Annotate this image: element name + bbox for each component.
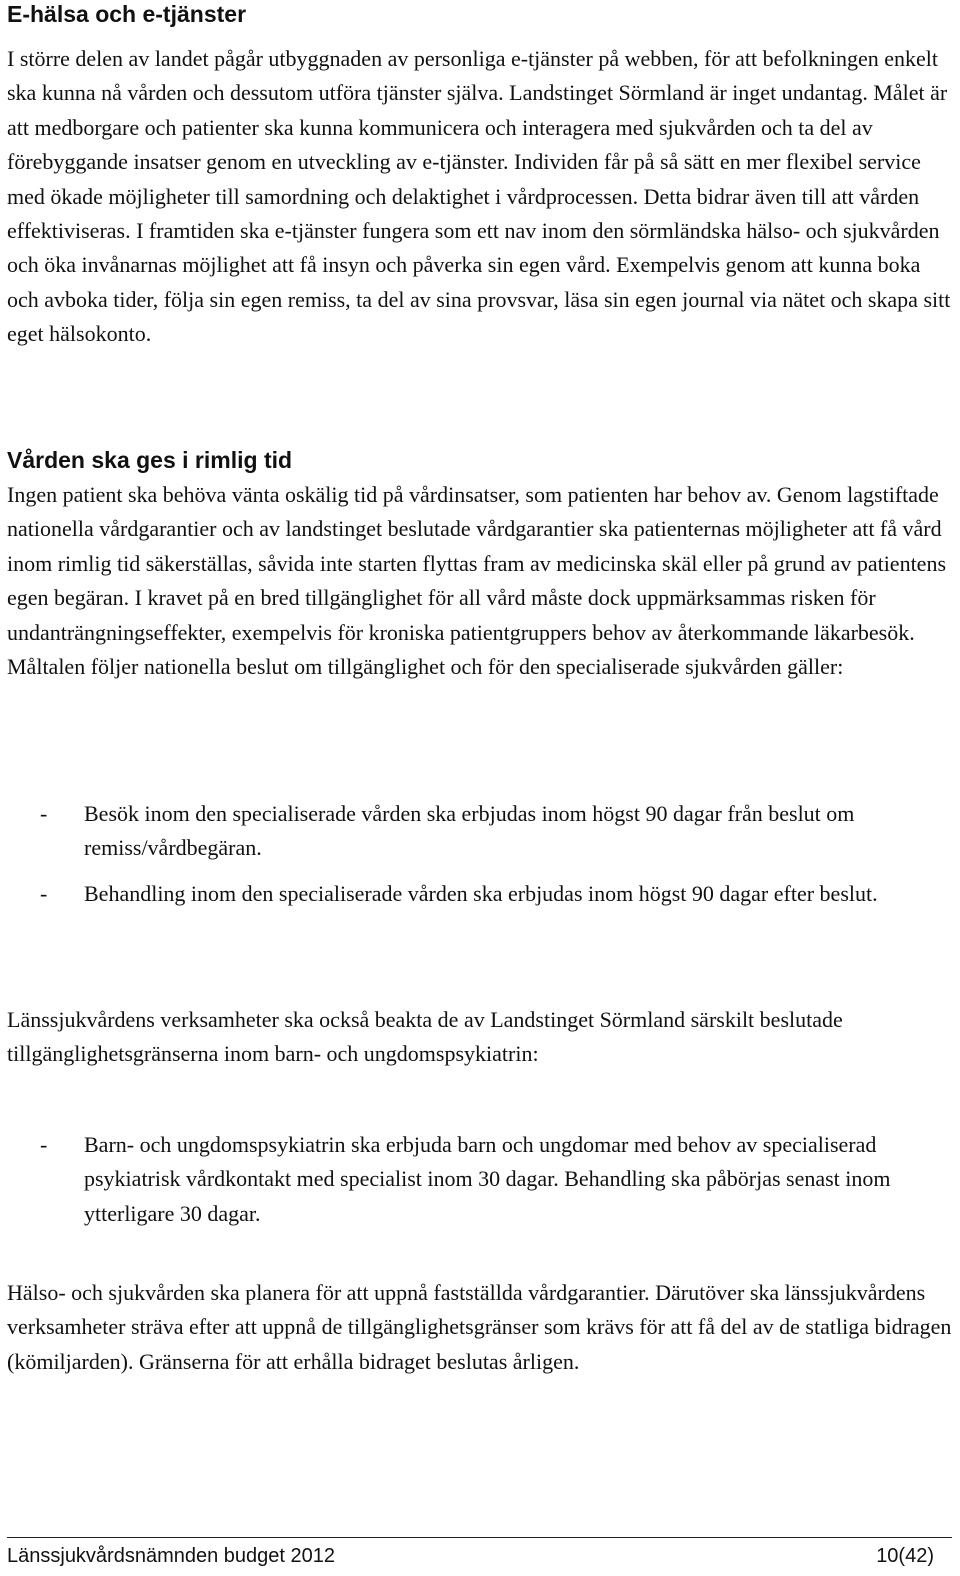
paragraph-tillganglighet: Länssjukvårdens verksamheter ska också beakta de av Landstinget Sörmland särskilt beslutade tillgänglighetsgränserna inom barn- och ungdomspsykiatrin: (7, 1007, 843, 1067)
list-item-text: Behandling inom den specialiserade vården ska erbjudas inom högst 90 dagar efter beslut. (84, 881, 878, 906)
list-dash: - (40, 881, 48, 906)
paragraph-ehalsa: I större delen av landet pågår utbyggnaden av personliga e-tjänster på webben, för att befolkningen enkelt ska kunna nå vården och dessutom utföra tjänster själva. Landstinget Sörmland är inget undantag. Målet är att medborgare och patienter ska kunna kommunicera och interagera med sjukvården och ta del av förebyggande insatser genom en utveckling av e-tjänster. Individen får på så sätt en mer flexibel service med ökade möjligheter till samordning och delaktighet i vårdprocessen. Detta bidrar även till att vården effektiviseras. I framtiden ska e-tjänster fungera som ett nav inom den sörmländska hälso- och sjukvården och öka invånarnas möjlighet att få insyn och påverka sin egen vård. Exempelvis genom att kunna boka och avboka tider, följa sin egen remiss, ta del av sina provsvar, läsa sin egen journal via nätet och skapa sitt eget hälsokonto. (7, 46, 951, 347)
section-heading-ehalsa: E-hälsa och e-tjänster (7, 1, 247, 27)
paragraph-vardgarantier: Hälso- och sjukvården ska planera för att uppnå fastställda vårdgarantier. Därutöver ska länssjukvårdens verksamheter sträva efter att uppnå de tillgänglighetsgränser som krävs för att få del av de statliga bidragen (kömiljarden). Gränserna för att erhålla bidraget beslutas årligen. (7, 1280, 952, 1374)
footer-divider (7, 1537, 952, 1538)
list-item-text: Besök inom den specialiserade vården ska erbjudas inom högst 90 dagar från beslut om remiss/vårdbegäran. (84, 801, 855, 861)
list-item-text: Barn- och ungdomspsykiatrin ska erbjuda barn och ungdomar med behov av specialiserad psykiatrisk vårdkontakt med specialist inom 30 dagar. Behandling ska påbörjas senast inom ytterligare 30 dagar. (84, 1132, 891, 1226)
page-number: 10(42) (876, 1545, 934, 1567)
paragraph-rimlig-tid: Ingen patient ska behöva vänta oskälig tid på vårdinsatser, som patienten har behov av. Genom lagstiftade nationella vårdgarantier och av landstinget beslutade vårdgarantier ska patienternas möjligheter att få vård inom rimlig tid säkerställas, såvida inte starten flyttas fram av medicinska skäl eller på grund av patientens egen begäran. I kravet på en bred tillgänglighet för all vård måste dock uppmärksammas risken för undanträngningseffekter, exempelvis för kroniska patientgruppers behov av återkommande läkarbesök. Måltalen följer nationella beslut om tillgänglighet och för den specialiserade sjukvården gäller: (7, 482, 947, 680)
section-heading-rimlig-tid: Vården ska ges i rimlig tid (7, 447, 293, 473)
list-dash: - (40, 1132, 48, 1157)
list-dash: - (40, 801, 48, 826)
footer-title: Länssjukvårdsnämnden budget 2012 (7, 1545, 336, 1567)
